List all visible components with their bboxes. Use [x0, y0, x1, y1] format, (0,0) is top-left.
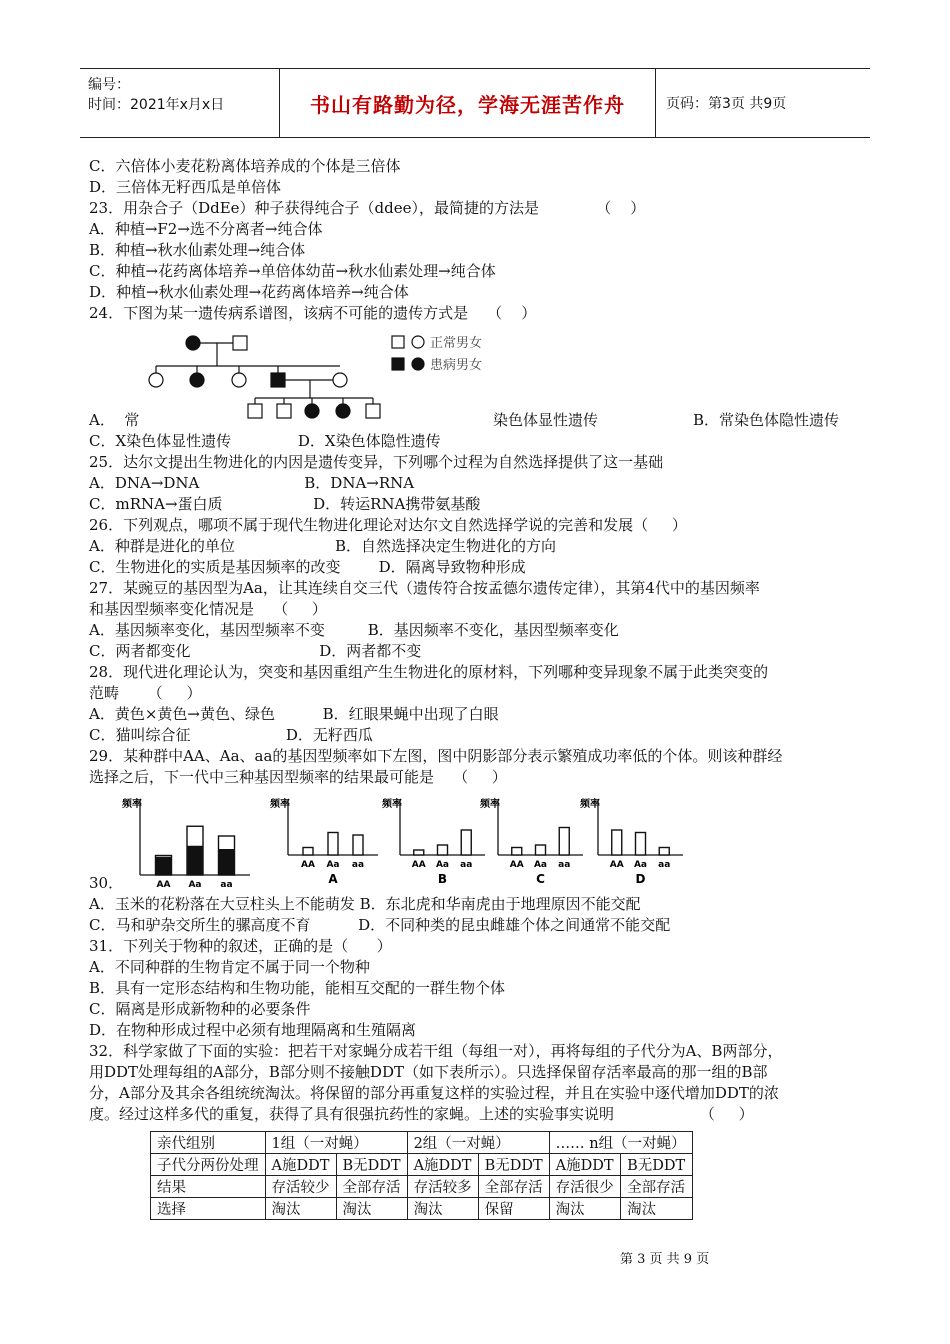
legend-affected-female-icon: [412, 358, 424, 370]
chart-tick-label: Aa: [533, 860, 548, 870]
option-line: C．mRNA→蛋白质 D．转运RNA携带氨基酸: [89, 495, 481, 513]
chart-bar: [414, 850, 424, 855]
question-28-cont: 范畴 （ ）: [89, 684, 202, 702]
question-32: 32．科学家做了下面的实验：把若干对家蝇分成若干组（每组一对），再将每组的子代分为A、B两部分，: [89, 1042, 783, 1060]
chart-tick-label: aa: [658, 860, 671, 870]
question-24: 24．下图为某一遗传病系谱图，该病不可能的遗传方式是 （ ）: [89, 304, 537, 322]
option-line: A．不同种群的生物肯定不属于同一个物种: [89, 958, 370, 976]
table-cell: 存活很少: [549, 1176, 620, 1198]
option-line: C．两者都变化 D．两者都不变: [89, 642, 422, 660]
chart-bar: [559, 828, 569, 856]
table-row: [151, 1198, 693, 1220]
table-cell: 2组（一对蝇）: [407, 1132, 549, 1154]
table-cell: 1组（一对蝇）: [265, 1132, 407, 1154]
ddt-experiment-table: [150, 1131, 693, 1220]
table-cell: A施DDT: [549, 1154, 620, 1176]
question-27: 27．某豌豆的基因型为Aa，让其连续自交三代（遗传符合按孟德尔遗传定律），其第4代中的基因频率: [89, 579, 760, 597]
chart-tick-label: AA: [301, 860, 315, 870]
option-line: C．隔离是形成新物种的必要条件: [89, 1000, 311, 1018]
table-cell: 淘汰: [621, 1198, 693, 1220]
option-line: A．种群是进化的单位 B．自然选择决定生物进化的方向: [89, 537, 556, 555]
table-cell: A施DDT: [407, 1154, 478, 1176]
table-cell: B无DDT: [621, 1154, 693, 1176]
normal-female: [333, 373, 347, 387]
number-label: 编号：: [88, 77, 130, 93]
chart-bar: [328, 833, 338, 856]
legend-affected-label: 患病男女: [430, 358, 483, 373]
question-32-cont: 用DDT处理每组的A部分，B部分则不接触DDT（如下表所示）。只选择保留存活率最高的那一组的B部: [89, 1063, 768, 1081]
option-line: B．具有一定形态结构和生物功能，能相互交配的一群生物个体: [89, 979, 506, 997]
option-line: B．常染色体隐性遗传: [693, 411, 840, 429]
chart-ylabel: 频率: [580, 799, 600, 810]
option-line: C．X染色体显性遗传 D．X染色体隐性遗传: [89, 432, 441, 450]
question-23: 23．用杂合子（DdEe）种子获得纯合子（ddee），最简捷的方法是 （ ）: [89, 199, 646, 217]
affected-male: [271, 373, 285, 387]
affected-female: [336, 404, 350, 418]
chart-tick-label: Aa: [188, 880, 202, 890]
chart-bar: [438, 845, 448, 855]
option-line: B．种植→秋水仙素处理→纯合体: [89, 241, 306, 259]
table-cell: 保留: [478, 1198, 549, 1220]
option-line: D．在物种形成过程中必须有地理隔离和生殖隔离: [89, 1021, 417, 1039]
table-cell: 全部存活: [336, 1176, 407, 1198]
question-27-cont: 和基因型频率变化情况是 （ ）: [89, 600, 327, 618]
option-line: A．种植→F2→选不分离者→纯合体: [89, 220, 323, 238]
table-cell: 子代分两份处理: [151, 1154, 266, 1176]
chart-bar-shaded: [219, 849, 235, 875]
table-row: [151, 1176, 693, 1198]
affected-female: [186, 336, 200, 350]
page-header: [80, 68, 870, 138]
question-32-cont: 分，A部分及其余各组统统淘汰。将保留的部分再重复这样的实验过程，并且在实验中逐代增加DDT的浓: [89, 1084, 779, 1102]
option-line: A． 常: [89, 411, 140, 429]
time-label: 时间：2021年x月x日: [88, 97, 225, 113]
chart-tick-label: aa: [460, 860, 473, 870]
chart-bar: [536, 845, 546, 855]
option-line: A．黄色×黄色→黄色、绿色 B．红眼果蝇中出现了白眼: [89, 705, 499, 723]
table-cell: 淘汰: [549, 1198, 620, 1220]
legend-normal-male-icon: [392, 336, 404, 348]
header-motto: 书山有路勤为径，学海无涯苦作舟: [280, 69, 656, 137]
chart-bar: [612, 830, 622, 855]
affected-female: [305, 404, 319, 418]
table-cell: B无DDT: [478, 1154, 549, 1176]
header-page-label: 页码：第3页 共9页: [666, 96, 787, 112]
table-cell: 淘汰: [407, 1198, 478, 1220]
chart-tick-label: AA: [411, 860, 426, 870]
normal-male: [277, 404, 291, 418]
question-29-cont: 选择之后，下一代中三种基因型频率的结果最可能是 （ ）: [89, 768, 507, 786]
chart-option-label: C: [536, 872, 545, 886]
chart-bar: [303, 848, 313, 856]
chart-ylabel: 频率: [382, 799, 402, 810]
pedigree-diagram: [140, 328, 520, 424]
question-25: 25．达尔文提出生物进化的内因是遗传变异，下列哪个过程为自然选择提供了这一基础: [89, 453, 664, 471]
legend-normal-label: 正常男女: [430, 336, 483, 351]
option-line: 染色体显性遗传: [493, 411, 599, 429]
question-29: 29．某种群中AA、Aa、aa的基因型频率如下左图，图中阴影部分表示繁殖成功率低的个体。则该种群经: [89, 747, 783, 765]
question-32-cont: 度。经过这样多代的重复，获得了具有很强抗药性的家蝇。上述的实验事实说明 （ ）: [89, 1105, 754, 1123]
normal-male: [233, 336, 247, 350]
question-28: 28．现代进化理论认为，突变和基因重组产生生物进化的原材料，下列哪种变异现象不属于此类突变的: [89, 663, 769, 681]
option-line: C．生物进化的实质是基因频率的改变 D．隔离导致物种形成: [89, 558, 526, 576]
chart-tick-label: Aa: [326, 860, 340, 870]
table-cell: 结果: [151, 1176, 266, 1198]
chart-bar: [659, 848, 669, 856]
chart-tick-label: AA: [609, 860, 624, 870]
table-cell: B无DDT: [336, 1154, 407, 1176]
chart-tick-label: aa: [351, 860, 365, 870]
option-line: D．三倍体无籽西瓜是单倍体: [89, 178, 282, 196]
table-cell: 全部存活: [478, 1176, 549, 1198]
legend-affected-male-icon: [392, 358, 404, 370]
chart-tick-label: AA: [156, 880, 171, 890]
chart-option-label: B: [437, 872, 448, 886]
chart-bar-shaded: [187, 846, 203, 875]
table-cell: 存活较少: [265, 1176, 336, 1198]
chart-option-label: D: [635, 872, 646, 886]
page-footer: 第 3 页 共 9 页: [620, 1252, 710, 1267]
chart-ylabel: 频率: [122, 799, 142, 810]
option-line: C．种植→花药离体培养→单倍体幼苗→秋水仙素处理→纯合体: [89, 262, 496, 280]
question-26: 26．下列观点，哪项不属于现代生物进化理论对达尔文自然选择学说的完善和发展（ ）: [89, 516, 687, 534]
chart-ylabel: 频率: [270, 799, 290, 810]
chart-tick-label: AA: [509, 860, 524, 870]
option-line: C．猫叫综合征 D．无籽西瓜: [89, 726, 373, 744]
table-cell: 亲代组别: [151, 1132, 266, 1154]
table-cell: 淘汰: [336, 1198, 407, 1220]
normal-female: [149, 373, 163, 387]
chart-bar: [636, 833, 646, 856]
chart-tick-label: aa: [220, 880, 233, 890]
option-line: D．种植→秋水仙素处理→花药离体培养→纯合体: [89, 283, 409, 301]
question-30-number: 30．: [89, 874, 124, 892]
table-cell: 选择: [151, 1198, 266, 1220]
header-meta: [80, 69, 280, 137]
option-line: A．玉米的花粉落在大豆柱头上不能萌发 B．东北虎和华南虎由于地理原因不能交配: [89, 895, 641, 913]
chart-option-label: A: [328, 872, 338, 886]
option-line: C．马和驴杂交所生的骡高度不育 D．不同种类的昆虫雌雄个体之间通常不能交配: [89, 916, 671, 934]
table-cell: A施DDT: [265, 1154, 336, 1176]
option-line: A．基因频率变化，基因型频率不变 B．基因频率不变化，基因型频率变化: [89, 621, 619, 639]
table-row: [151, 1132, 693, 1154]
normal-female: [232, 373, 246, 387]
table-cell: …… n组（一对蝇）: [549, 1132, 692, 1154]
table-cell: 全部存活: [621, 1176, 693, 1198]
chart-bar-shaded: [156, 857, 172, 875]
genotype-frequency-charts: [110, 795, 710, 895]
table-cell: 淘汰: [265, 1198, 336, 1220]
question-31: 31．下列关于物种的叙述，正确的是（ ）: [89, 937, 392, 955]
normal-male: [366, 404, 380, 418]
chart-tick-label: aa: [558, 860, 571, 870]
option-line: A．DNA→DNA B．DNA→RNA: [89, 474, 415, 492]
table-cell: 存活较多: [407, 1176, 478, 1198]
chart-bar: [353, 835, 363, 855]
chart-tick-label: Aa: [633, 860, 648, 870]
table-row: [151, 1154, 693, 1176]
normal-male: [248, 404, 262, 418]
legend-normal-female-icon: [412, 336, 424, 348]
chart-bar: [512, 848, 522, 856]
option-line: C．六倍体小麦花粉离体培养成的个体是三倍体: [89, 157, 401, 175]
chart-tick-label: Aa: [435, 860, 450, 870]
chart-bar: [461, 830, 471, 855]
chart-ylabel: 频率: [480, 799, 500, 810]
affected-female: [190, 373, 204, 387]
